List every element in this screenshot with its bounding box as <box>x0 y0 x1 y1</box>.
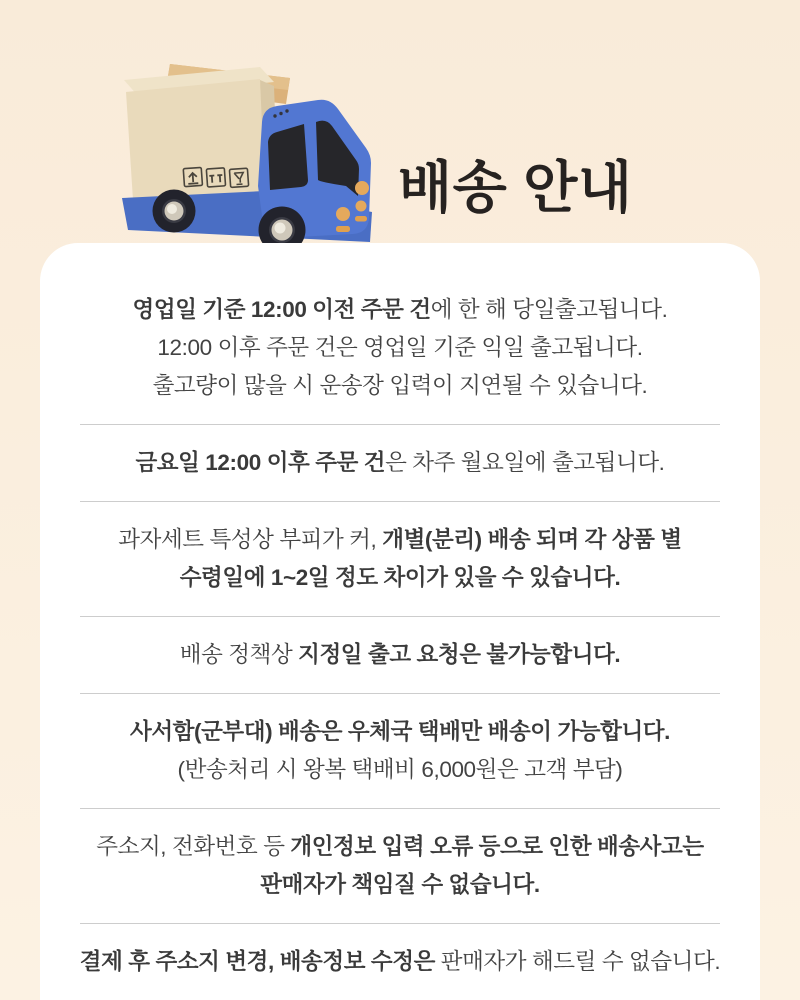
notice-paragraph <box>68 636 732 674</box>
notice-text-bold: 영업일 기준 12:00 이전 주문 건 <box>132 297 431 322</box>
notice-paragraph <box>68 828 732 904</box>
notice-text: 12:00 이후 주문 건은 영업일 기준 익일 출고됩니다. <box>157 335 643 360</box>
notice-text: (반송처리 시 왕복 택배비 6,000원은 고객 부담) <box>177 757 623 782</box>
divider <box>80 923 720 924</box>
notice-text-bold: 개인정보 입력 오류 등으로 인한 배송사고는 <box>290 834 704 859</box>
notice-paragraph <box>68 521 732 597</box>
notice-text: 에 한 해 당일출고됩니다. <box>430 297 668 322</box>
notice-text-bold: 수령일에 1~2일 정도 차이가 있을 수 있습니다. <box>179 565 621 590</box>
delivery-truck-illustration <box>112 50 394 252</box>
notice-card <box>40 243 760 1000</box>
notice-text: 배송 정책상 <box>179 642 299 667</box>
notice-paragraph <box>68 291 732 405</box>
divider <box>80 424 720 425</box>
notice-text-bold: 개별(분리) 배송 되며 각 상품 별 <box>382 527 682 552</box>
divider <box>80 693 720 694</box>
notice-paragraph <box>68 713 732 789</box>
notice-text-bold: 결제 후 주소지 변경, 배송정보 수정은 <box>79 949 441 974</box>
divider <box>80 501 720 502</box>
notice-text: 은 차주 월요일에 출고됩니다. <box>385 450 665 475</box>
notice-list <box>68 291 732 981</box>
header-banner <box>0 0 800 243</box>
notice-text: 주소지, 전화번호 등 <box>96 834 291 859</box>
notice-text: 과자세트 특성상 부피가 커, <box>118 527 383 552</box>
notice-text-bold: 사서함(군부대) 배송은 우체국 택배만 배송이 가능합니다. <box>130 719 670 744</box>
page-title: 배송 안내 <box>398 156 633 219</box>
cargo-box-front <box>126 79 265 200</box>
notice-text-bold: 지정일 출고 요청은 불가능합니다. <box>298 642 621 667</box>
divider <box>80 616 720 617</box>
notice-text-bold: 판매자가 책임질 수 없습니다. <box>260 872 540 897</box>
notice-paragraph <box>68 444 732 482</box>
notice-text: 판매자가 해드릴 수 없습니다. <box>440 949 721 974</box>
notice-paragraph <box>68 943 732 981</box>
notice-text: 출고량이 많을 시 운송장 입력이 지연될 수 있습니다. <box>152 373 648 398</box>
cab-side-window <box>268 124 308 190</box>
rear-wheel <box>153 190 196 233</box>
divider <box>80 808 720 809</box>
notice-text-bold: 금요일 12:00 이후 주문 건 <box>135 450 386 475</box>
